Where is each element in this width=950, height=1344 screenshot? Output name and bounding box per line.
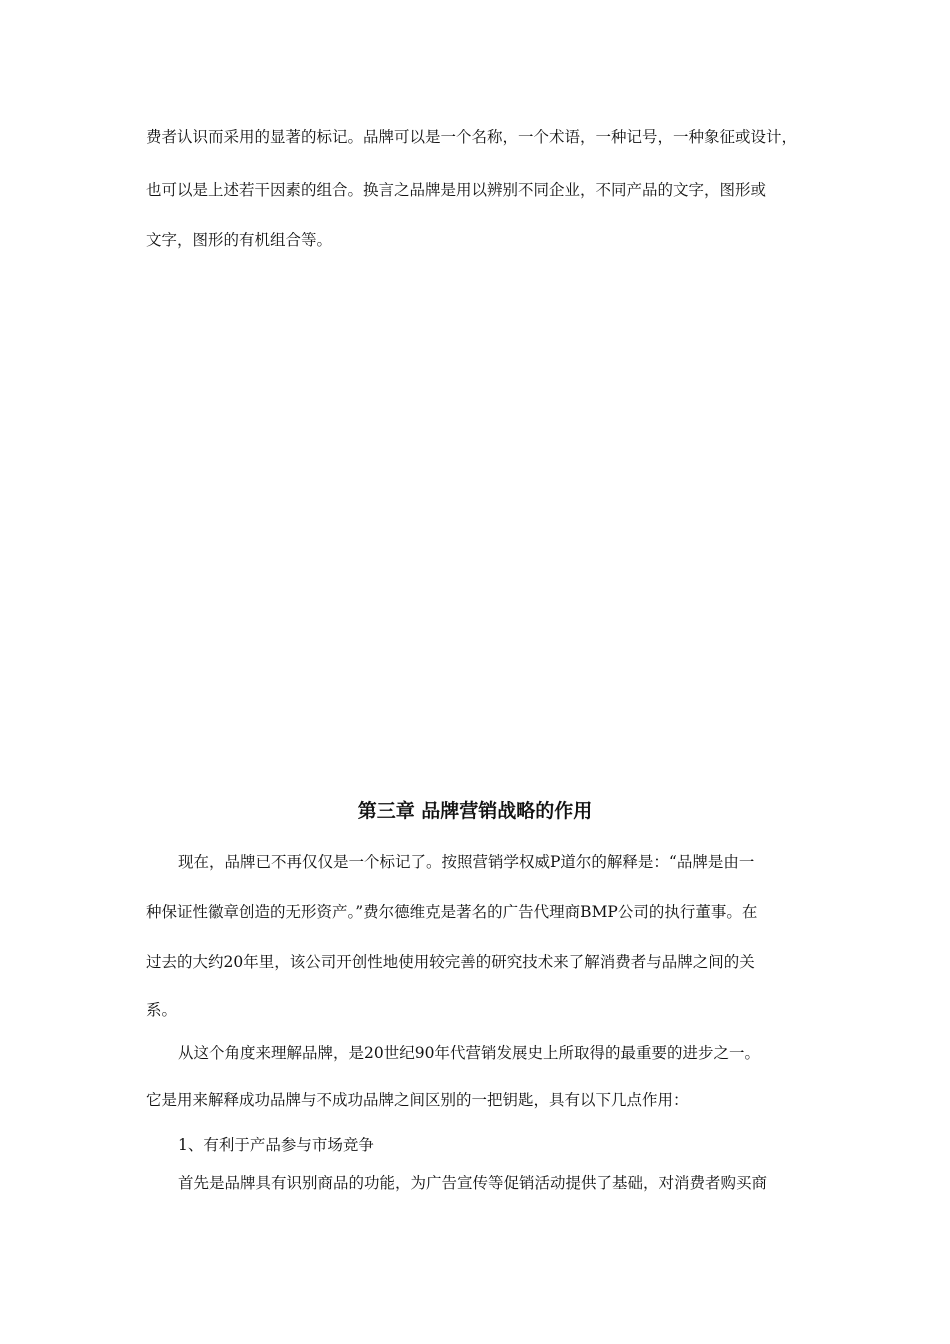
paragraph-line: 从这个角度来理解品牌，是20世纪90年代营销发展史上所取得的最重要的进步之一。 (178, 1044, 760, 1062)
paragraph-line: 首先是品牌具有识别商品的功能，为广告宣传等促销活动提供了基础，对消费者购买商 (178, 1174, 768, 1192)
paragraph-line: 种保证性徽章创造的无形资产。”费尔德维克是著名的广告代理商BMP公司的执行董事。在 (146, 903, 758, 921)
paragraph-line: 现在，品牌已不再仅仅是一个标记了。按照营销学权威P道尔的解释是：“品牌是由一 (178, 853, 755, 871)
paragraph-line: 费者认识而采用的显著的标记。品牌可以是一个名称，一个术语，一种记号，一种象征或设计， (146, 128, 798, 146)
chapter-title: 第三章 品牌营销战略的作用 (357, 800, 593, 822)
paragraph-line: 系。 (146, 1001, 178, 1019)
section-subheading: 1、有利于产品参与市场竞争 (178, 1136, 374, 1154)
paragraph-line: 也可以是上述若干因素的组合。换言之品牌是用以辨别不同企业，不同产品的文字，图形或 (146, 181, 767, 199)
paragraph-line: 文字，图形的有机组合等。 (146, 231, 333, 249)
paragraph-line: 它是用来解释成功品牌与不成功品牌之间区别的一把钥匙，具有以下几点作用： (146, 1091, 689, 1109)
paragraph-line: 过去的大约20年里，该公司开创性地使用较完善的研究技术来了解消费者与品牌之间的关 (146, 953, 755, 971)
